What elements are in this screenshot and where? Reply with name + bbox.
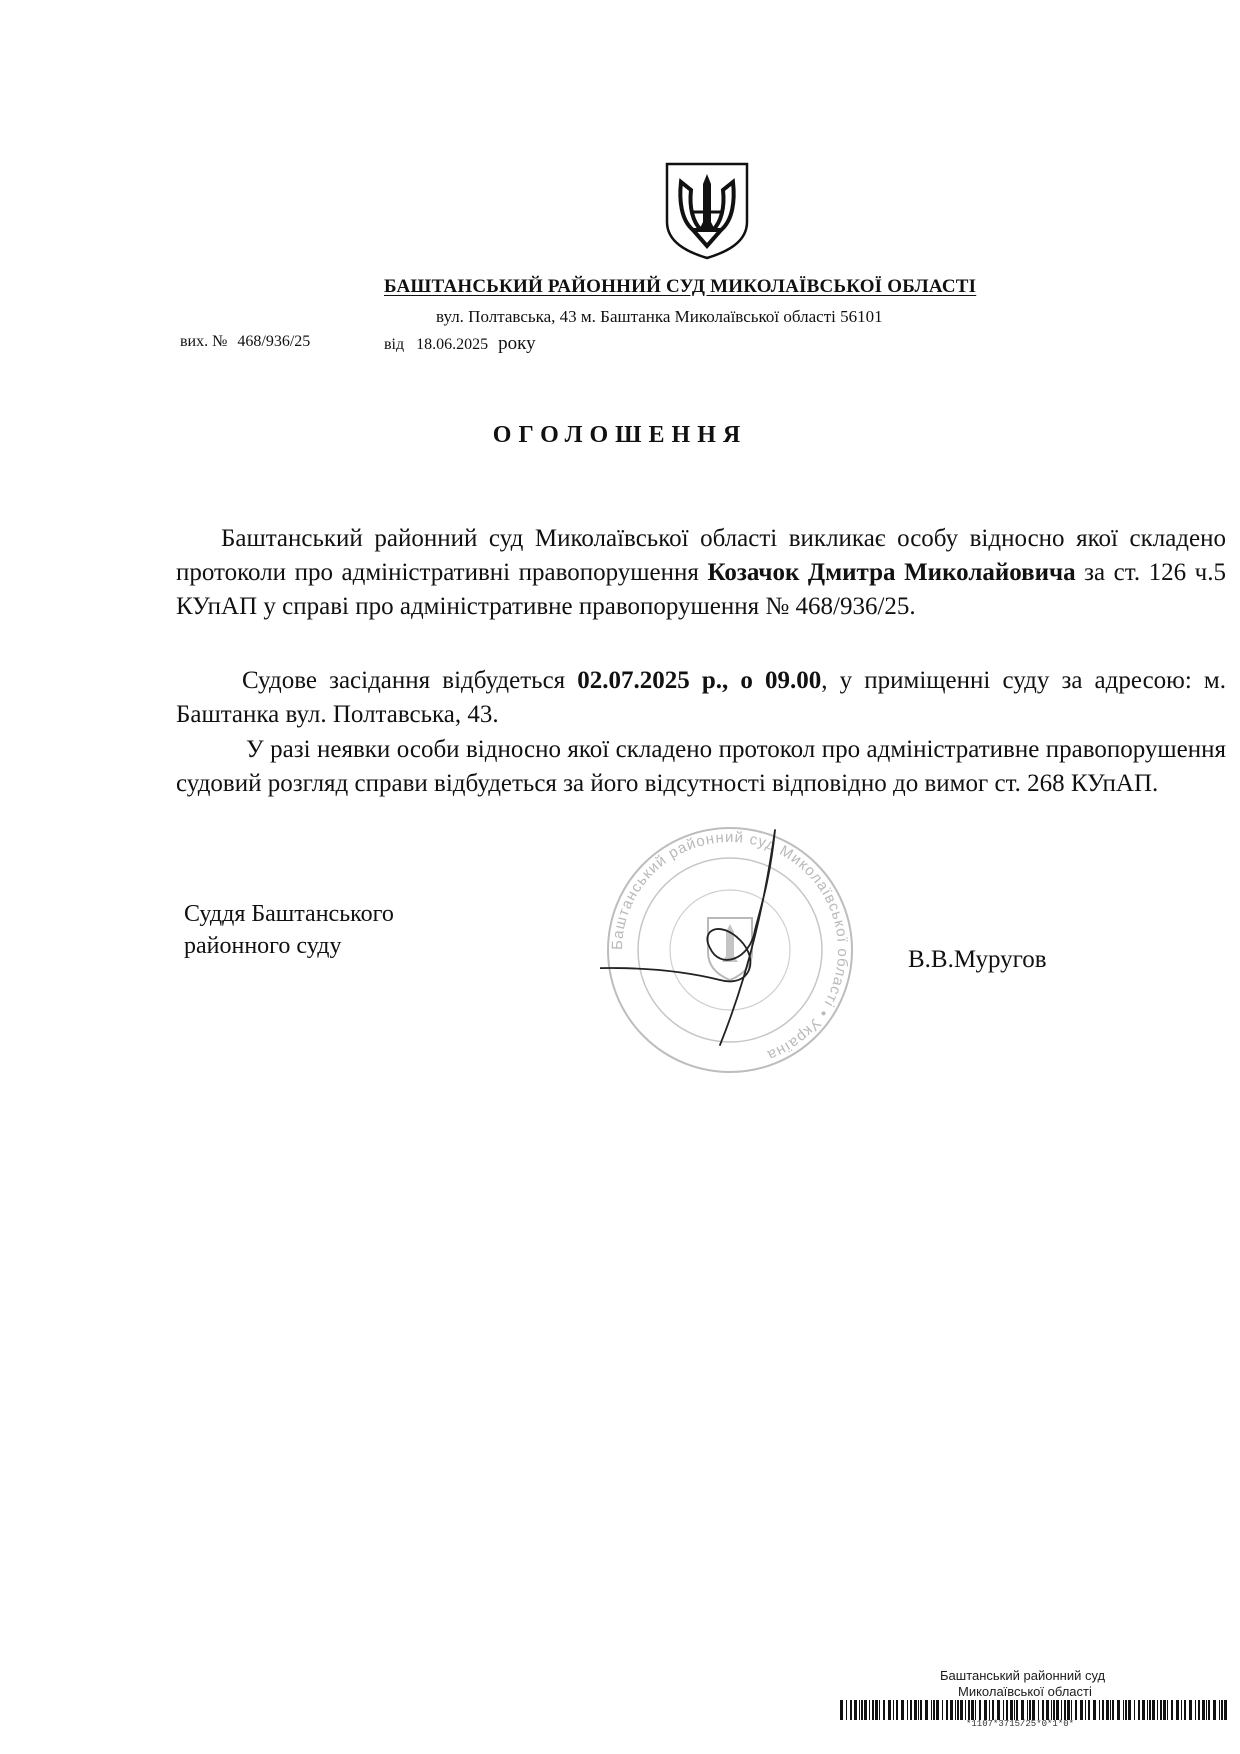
coat-of-arms-icon xyxy=(663,160,751,260)
document-title: ОГОЛОШЕННЯ xyxy=(492,422,748,448)
date-suffix: року xyxy=(498,333,536,354)
paragraph-absence: У разі неявки особи відносно якої складено протокол про адміністративне правопорушення судовий розгляд справи відбудеться за його відсутності відповідно до вимог ст. 268 КУпАП. xyxy=(176,736,1226,797)
outgoing-number xyxy=(180,333,310,351)
date-value: 18.06.2025 xyxy=(416,336,489,353)
outgoing-number-label: вих. № xyxy=(180,333,228,350)
outgoing-number-value: 468/936/25 xyxy=(237,333,311,350)
court-seal xyxy=(600,820,860,1080)
footer-court-line1: Баштанський районний суд xyxy=(940,1668,1106,1683)
court-name: БАШТАНСЬКИЙ РАЙОННИЙ СУД МИКОЛАЇВСЬКОЇ ОБЛАСТІ xyxy=(384,276,977,297)
paragraph-hearing-text-b: , у приміщенні суду за адресою: м. Баштанка вул. Полтавська, 43. xyxy=(176,667,1226,728)
judge-name: В.В.Муругов xyxy=(908,946,1047,973)
judge-title-line1: Суддя Баштанського xyxy=(184,901,394,927)
court-address: вул. Полтавська, 43 м. Баштанка Миколаївської області 56101 xyxy=(436,307,883,326)
paragraph-summons-text-a: Баштанський районний суд Миколаївської області викликає особу відносно якої складено протоколи про адміністративні правопорушення xyxy=(176,525,1226,586)
paragraph-summons xyxy=(176,522,1226,624)
hearing-date: 02.07.2025 р., о 09.00 xyxy=(577,667,822,694)
judge-title-line2: районного суду xyxy=(184,933,342,959)
footer-court-line2: Миколаївської області xyxy=(958,1684,1092,1699)
date-label: від xyxy=(384,336,405,353)
judge-title xyxy=(184,898,394,962)
barcode-icon xyxy=(840,1700,1228,1720)
paragraph-hearing-text-a: Судове засідання відбудеться xyxy=(242,667,578,694)
document-date xyxy=(384,333,536,355)
paragraph-hearing xyxy=(176,664,1226,732)
seal-text: Баштанський районний суд Миколаївської області • Україна xyxy=(608,828,852,1065)
paragraph-summons-text-b: за ст. 126 ч.5 КУпАП у справі про адміністративне правопорушення № 468/936/25. xyxy=(176,559,1226,620)
defendant-name: Козачок Дмитра Миколайовича xyxy=(707,559,1076,586)
barcode-code: *1107*3715/25*0*1*0* xyxy=(966,1719,1075,1729)
